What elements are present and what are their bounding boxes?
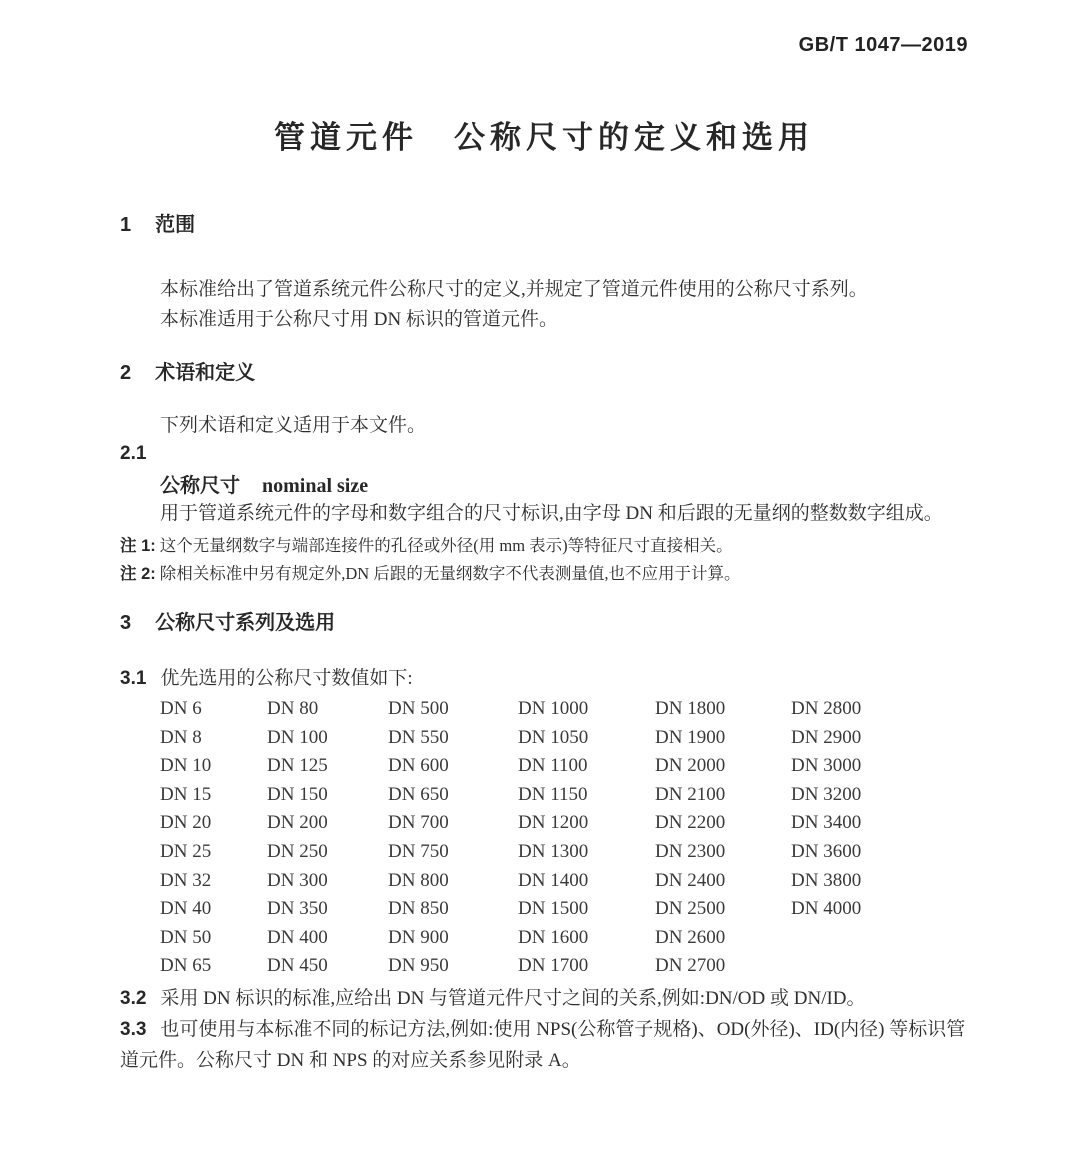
section-heading-label: 术语和定义 <box>155 362 256 384</box>
section-heading-label: 范围 <box>155 214 196 236</box>
dn-value: DN 40 <box>160 898 212 920</box>
dn-value: DN 1900 <box>655 726 726 748</box>
clause-text: 采用 DN 标识的标准,应给出 DN 与管道元件尺寸之间的关系,例如:DN/OD 或 DN/ID。 <box>160 987 866 1009</box>
note-text: 这个无量纲数字与端部连接件的孔径或外径(用 mm 表示)等特征尺寸直接相关。 <box>159 536 733 555</box>
dn-value: DN 1150 <box>518 783 588 805</box>
dn-value: DN 600 <box>388 755 449 777</box>
dn-value: DN 3000 <box>791 755 862 777</box>
dn-value: DN 750 <box>388 840 449 862</box>
dn-value: DN 1300 <box>518 840 589 862</box>
section-number: 2 <box>120 362 132 384</box>
clause-number: 3.1 <box>120 668 147 689</box>
dn-value: DN 500 <box>388 698 449 719</box>
dn-value: DN 50 <box>160 926 212 948</box>
terms-intro: 下列术语和定义适用于本文件。 <box>160 415 427 436</box>
dn-value: DN 2200 <box>655 812 726 834</box>
dn-value: DN 900 <box>388 926 449 948</box>
clause-number: 3.3 <box>120 1018 147 1040</box>
dn-value: DN 65 <box>160 955 212 977</box>
note-text: 除相关标准中另有规定外,DN 后跟的无量纲数字不代表测量值,也不应用于计算。 <box>159 564 741 583</box>
term-entry <box>120 472 968 500</box>
dn-value: DN 1400 <box>518 869 589 891</box>
dn-value: DN 25 <box>160 840 212 862</box>
dn-value: DN 2800 <box>791 698 862 719</box>
dn-value: DN 10 <box>160 755 212 777</box>
section-number: 1 <box>120 214 132 236</box>
dn-value: DN 150 <box>267 783 328 805</box>
dn-table <box>160 695 968 981</box>
dn-value: DN 1700 <box>518 955 589 977</box>
dn-value: DN 2900 <box>791 726 862 748</box>
section-heading-series <box>120 611 968 635</box>
term-definition: 用于管道系统元件的字母和数字组合的尺寸标识,由字母 DN 和后跟的无量纲的整数数字组成。 <box>160 503 943 524</box>
dn-value: DN 700 <box>388 812 449 834</box>
dn-value: DN 8 <box>160 726 202 748</box>
dn-value: DN 2700 <box>655 955 726 977</box>
dn-value: DN 550 <box>388 726 449 748</box>
dn-value <box>791 924 968 953</box>
document-title: 管道元件 公称尺寸的定义和选用 <box>274 120 814 155</box>
dn-value: DN 4000 <box>791 898 862 920</box>
dn-value: DN 32 <box>160 869 212 891</box>
dn-value: DN 2400 <box>655 869 726 891</box>
clause-text: 也可使用与本标准不同的标记方法,例如:使用 NPS(公称管子规格)、OD(外径)、ID(内径) 等标识管道元件。公称尺寸 DN 和 NPS 的对应关系参见附录 A。 <box>120 1018 966 1071</box>
dn-value: DN 2500 <box>655 898 726 920</box>
note-label: 注 2: <box>120 565 156 583</box>
dn-value: DN 80 <box>267 698 319 719</box>
dn-value: DN 800 <box>388 869 449 891</box>
clause-3-1 <box>120 664 968 694</box>
dn-value: DN 2300 <box>655 840 726 862</box>
dn-value: DN 2000 <box>655 755 726 777</box>
dn-value: DN 1100 <box>518 755 588 777</box>
dn-value: DN 3200 <box>791 783 862 805</box>
section-heading-scope <box>120 213 968 237</box>
scope-paragraph-1: 本标准给出了管道系统元件公称尺寸的定义,并规定了管道元件使用的公称尺寸系列。 <box>160 279 868 300</box>
dn-value: DN 1800 <box>655 698 726 719</box>
note-label: 注 1: <box>120 537 156 555</box>
dn-value: DN 1600 <box>518 926 589 948</box>
dn-value: DN 100 <box>267 726 328 748</box>
dn-value: DN 3600 <box>791 840 862 862</box>
section-heading-label: 公称尺寸系列及选用 <box>155 612 336 634</box>
dn-value: DN 20 <box>160 812 212 834</box>
dn-value: DN 300 <box>267 869 328 891</box>
dn-value: DN 1000 <box>518 698 589 719</box>
section-heading-terms <box>120 361 968 385</box>
dn-value: DN 2600 <box>655 926 726 948</box>
clause-text: 优先选用的公称尺寸数值如下: <box>160 668 413 689</box>
term-note-2 <box>120 560 968 588</box>
term-chinese: 公称尺寸 <box>160 475 240 497</box>
dn-value: DN 250 <box>267 840 328 862</box>
dn-value: DN 1500 <box>518 898 589 920</box>
clause-3-2 <box>120 983 968 1014</box>
dn-value: DN 1050 <box>518 726 589 748</box>
standard-number: GB/T 1047—2019 <box>798 34 968 56</box>
dn-value: DN 6 <box>160 698 202 719</box>
clause-number: 3.2 <box>120 987 147 1009</box>
dn-value: DN 125 <box>267 755 328 777</box>
dn-value <box>791 952 968 981</box>
term-english: nominal size <box>262 475 369 497</box>
dn-value: DN 1200 <box>518 812 589 834</box>
dn-value: DN 2100 <box>655 783 726 805</box>
dn-value: DN 650 <box>388 783 449 805</box>
dn-value: DN 950 <box>388 955 449 977</box>
dn-value: DN 3400 <box>791 812 862 834</box>
clause-3-3 <box>120 1014 968 1076</box>
dn-value: DN 350 <box>267 898 328 920</box>
dn-value: DN 3800 <box>791 869 862 891</box>
section-number: 3 <box>120 612 132 634</box>
term-note-1 <box>120 532 968 560</box>
dn-value: DN 450 <box>267 955 328 977</box>
scope-paragraph-2: 本标准适用于公称尺寸用 DN 标识的管道元件。 <box>160 309 558 330</box>
dn-value: DN 850 <box>388 898 449 920</box>
dn-value: DN 15 <box>160 783 212 805</box>
dn-value: DN 400 <box>267 926 328 948</box>
dn-value: DN 200 <box>267 812 328 834</box>
term-entry-number: 2.1 <box>120 443 147 464</box>
